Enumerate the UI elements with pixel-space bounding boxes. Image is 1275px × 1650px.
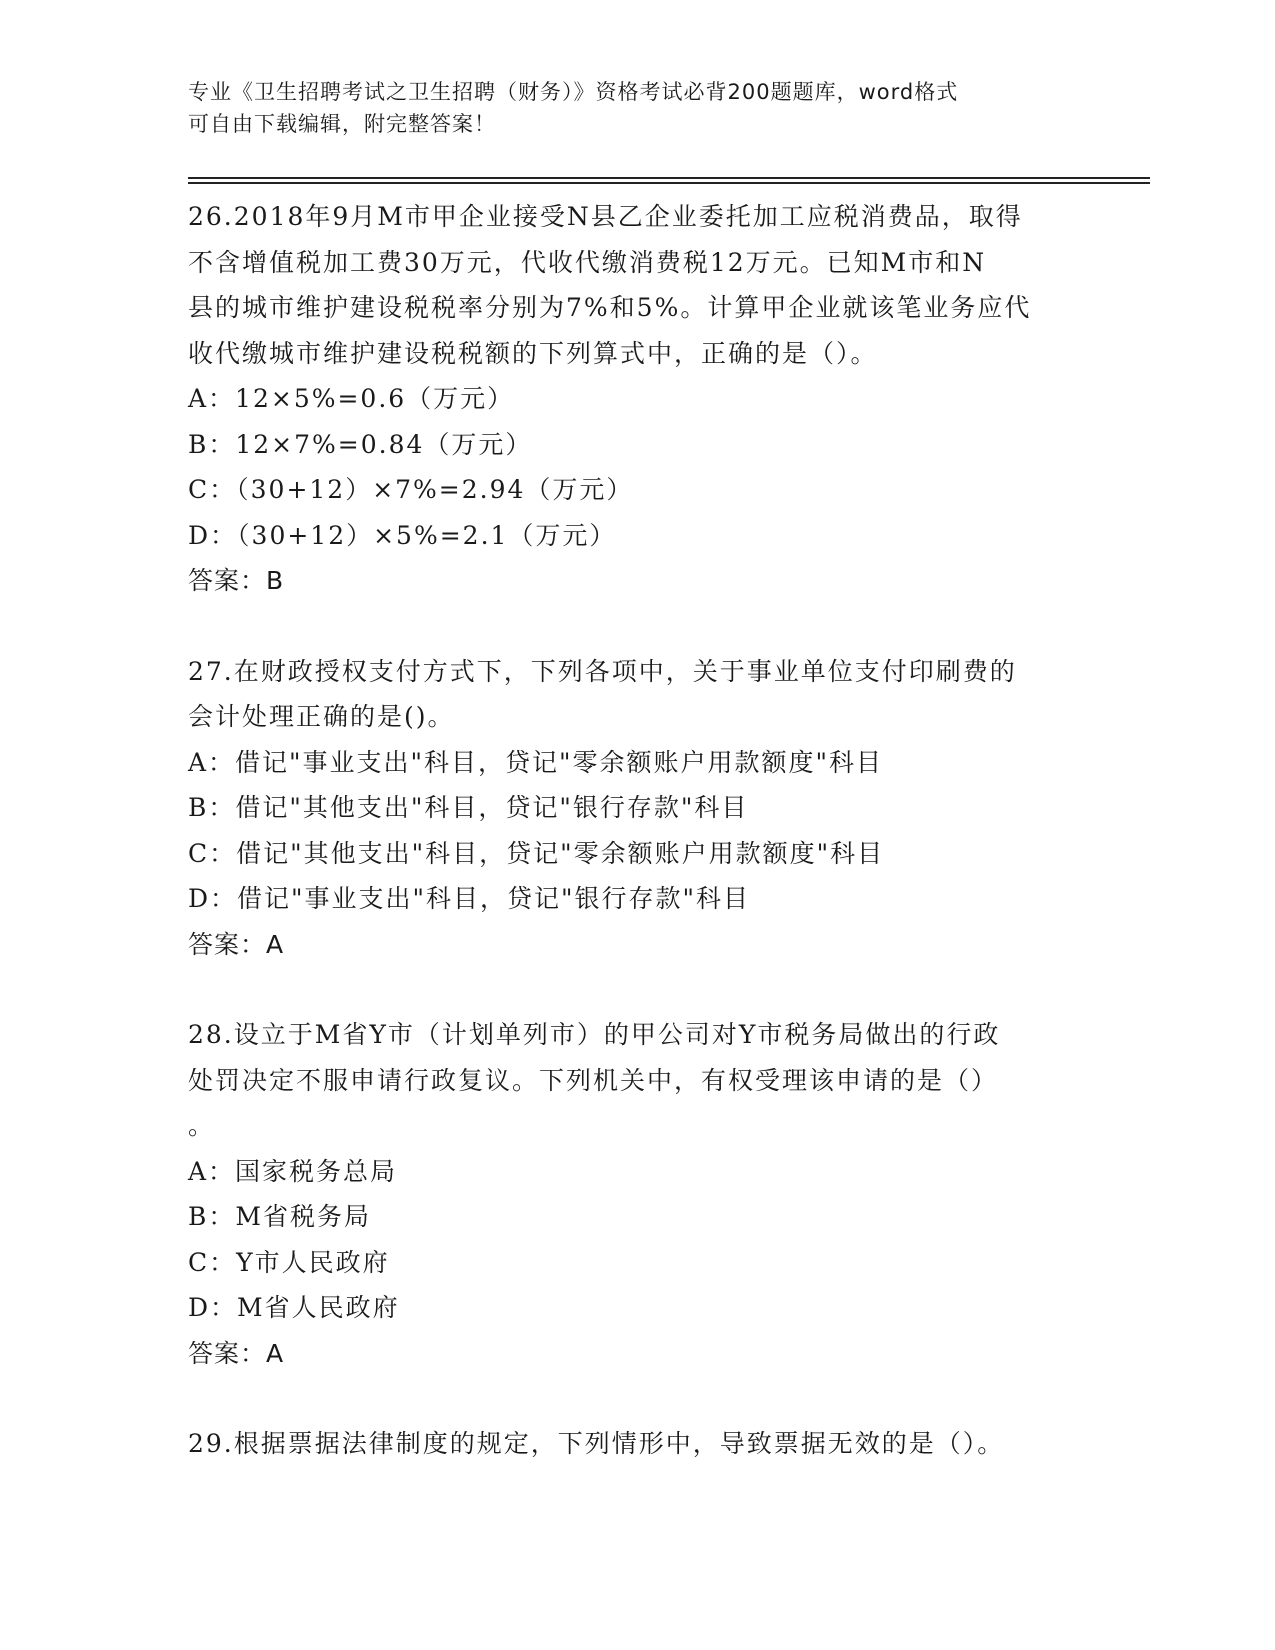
header-divider-top — [188, 177, 1150, 179]
option-b: B：借记"其他支出"科目，贷记"银行存款"科目 — [188, 793, 749, 822]
option-c: C：Y市人民政府 — [188, 1247, 390, 1277]
question-stem-line: 28.设立于M省Y市（计划单列市）的甲公司对Y市税务局做出的行政 — [188, 1020, 1001, 1049]
question-stem-line: 29.根据票据法律制度的规定，下列情形中，导致票据无效的是（）。 — [188, 1429, 1005, 1458]
option-d: D：借记"事业支出"科目，贷记"银行存款"科目 — [188, 884, 751, 913]
option-b: B：M省税务局 — [188, 1202, 371, 1231]
question-stem-line: 处罚决定不服申请行政复议。下列机关中，有权受理该申请的是（） — [188, 1065, 999, 1095]
option-a: A：国家税务总局 — [188, 1156, 398, 1186]
header-line-2: 可自由下载编辑，附完整答案！ — [188, 112, 496, 136]
option-c: C：（30+12）×7%=2.94（万元） — [188, 475, 634, 504]
document-header — [188, 76, 1088, 140]
header-divider-bottom — [188, 182, 1150, 184]
option-d: D：（30+12）×5%=2.1（万元） — [188, 520, 617, 550]
question-stem-line: 会计处理正确的是()。 — [188, 702, 455, 731]
question-stem-line: 26.2018年9月M市甲企业接受N县乙企业委托加工应税消费品，取得 — [188, 202, 1023, 231]
answer: 答案：A — [188, 929, 285, 959]
question-stem-line: 县的城市维护建设税税率分别为7%和5%。计算甲企业就该笔业务应代 — [188, 293, 1032, 322]
question-stem-line: 不含增值税加工费30万元，代收代缴消费税12万元。已知M市和N — [188, 247, 987, 277]
question-stem-line: 27.在财政授权支付方式下，下列各项中，关于事业单位支付印刷费的 — [188, 656, 1017, 686]
question-stem-line: 收代缴城市维护建设税税额的下列算式中，正确的是（）。 — [188, 338, 878, 368]
option-a: A：借记"事业支出"科目，贷记"零余额账户用款额度"科目 — [188, 747, 884, 777]
option-c: C：借记"其他支出"科目，贷记"零余额账户用款额度"科目 — [188, 838, 885, 868]
answer: 答案：A — [188, 1338, 285, 1368]
question-28 — [188, 1012, 1088, 1376]
header-line-1: 专业《卫生招聘考试之卫生招聘（财务）》资格考试必背200题题库，word格式 — [188, 80, 959, 104]
question-26 — [188, 194, 1088, 604]
question-stem-line: 。 — [188, 1111, 216, 1140]
question-27 — [188, 649, 1088, 968]
option-a: A：12×5%=0.6（万元） — [188, 384, 515, 413]
option-b: B：12×7%=0.84（万元） — [188, 429, 533, 459]
option-d: D：M省人民政府 — [188, 1293, 400, 1322]
answer: 答案：B — [188, 566, 285, 595]
question-29 — [188, 1421, 1088, 1467]
question-list — [188, 194, 1088, 1512]
